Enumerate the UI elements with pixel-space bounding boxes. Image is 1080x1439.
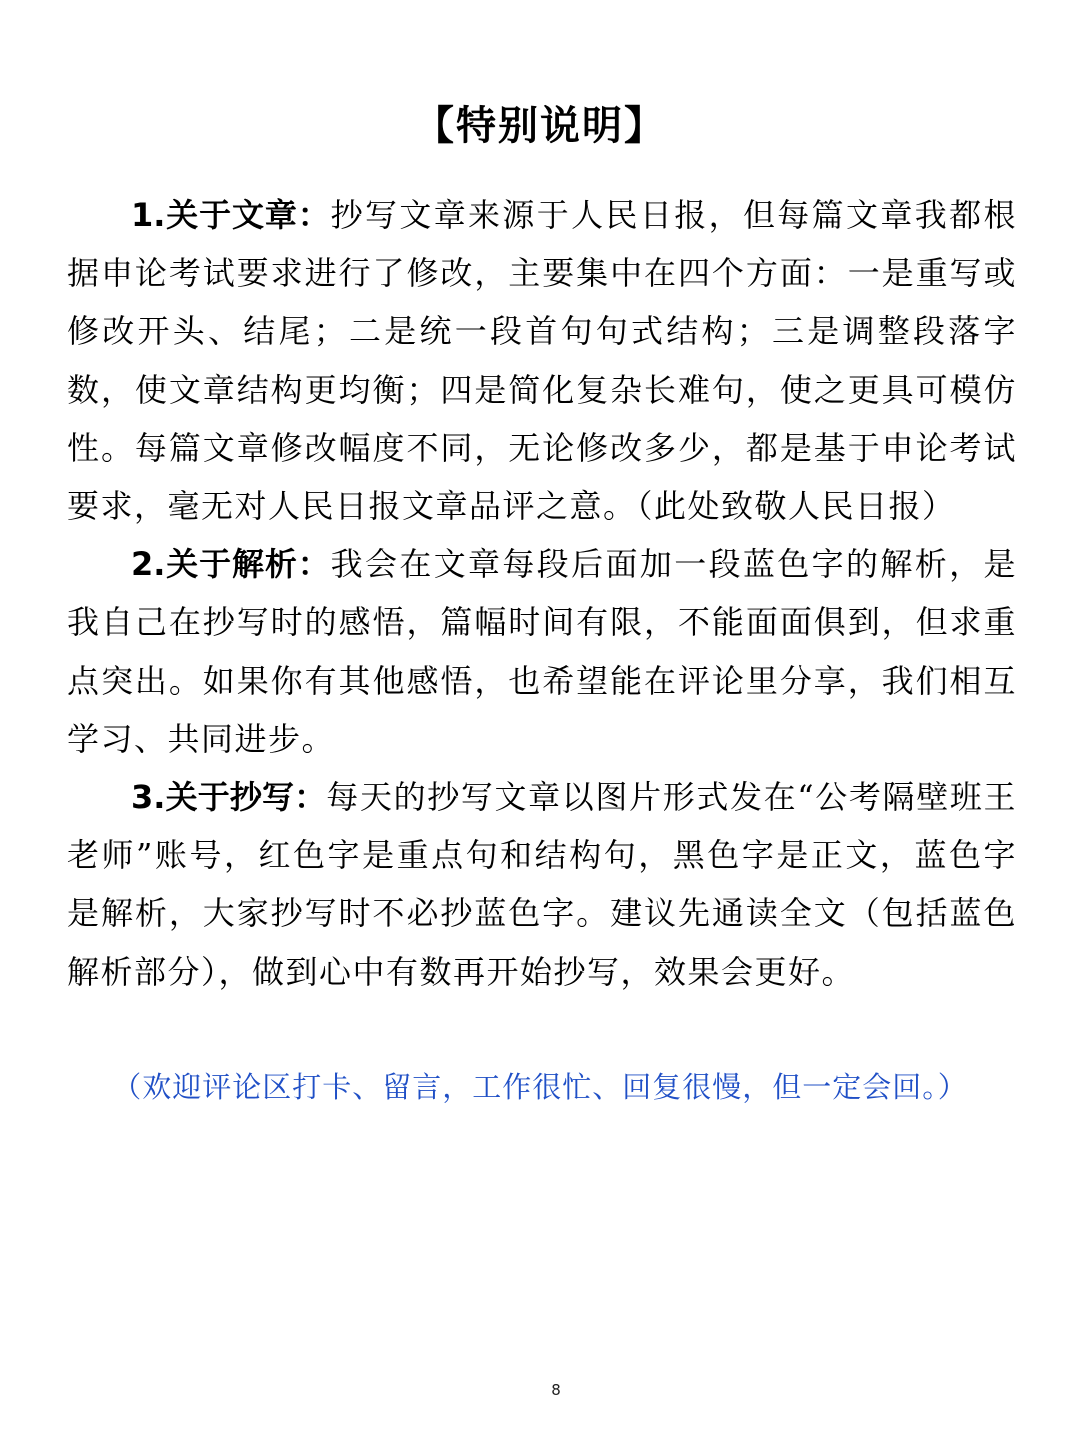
section-heading-1: 1.关于文章 (131, 196, 298, 234)
page-number: 8 (551, 1381, 561, 1399)
section-paragraph-2 (67, 535, 1017, 768)
section-paragraph-1 (67, 186, 1017, 535)
section-separator-2: ： (297, 545, 331, 584)
section-text-1: 抄写文章来源于人民日报，但每篇文章我都根据申论考试要求进行了修改，主要集中在四个方面：一是重写或修改开头、结尾；二是统一段首句句式结构；三是调整段落字数，使文章结构更均衡；四是简化复杂长难句，使之更具可模仿性。每篇文章修改幅度不同，无论修改多少，都是基于申论考试要求，毫无对人民日报文章品评之意。（此处致敬人民日报） (67, 196, 1017, 526)
section-separator-1: ： (297, 196, 331, 234)
section-heading-3: 3.关于抄写 (131, 778, 295, 817)
section-text-2: 我会在文章每段后面加一段蓝色字的解析，是我自己在抄写时的感悟，篇幅时间有限，不能面面俱到，但求重点突出。如果你有其他感悟，也希望能在评论里分享，我们相互学习、共同进步。 (67, 545, 1017, 758)
section-separator-3: ： (294, 778, 327, 817)
comment-note: （欢迎评论区打卡、留言，工作很忙、回复很慢，但一定会回。） (112, 1070, 968, 1104)
section-text-3: 每天的抄写文章以图片形式发在“公考隔壁班王老师”账号，红色字是重点句和结构句，黑色字是正文，蓝色字是解析，大家抄写时不必抄蓝色字。建议先通读全文（包括蓝色解析部分），做到心中有数再开始抄写，效果会更好。 (67, 778, 1017, 991)
page-title: 【特别说明】 (414, 103, 666, 149)
section-paragraph-3 (67, 768, 1017, 1001)
section-heading-2: 2.关于解析 (131, 545, 298, 584)
document-body (67, 186, 1017, 1001)
